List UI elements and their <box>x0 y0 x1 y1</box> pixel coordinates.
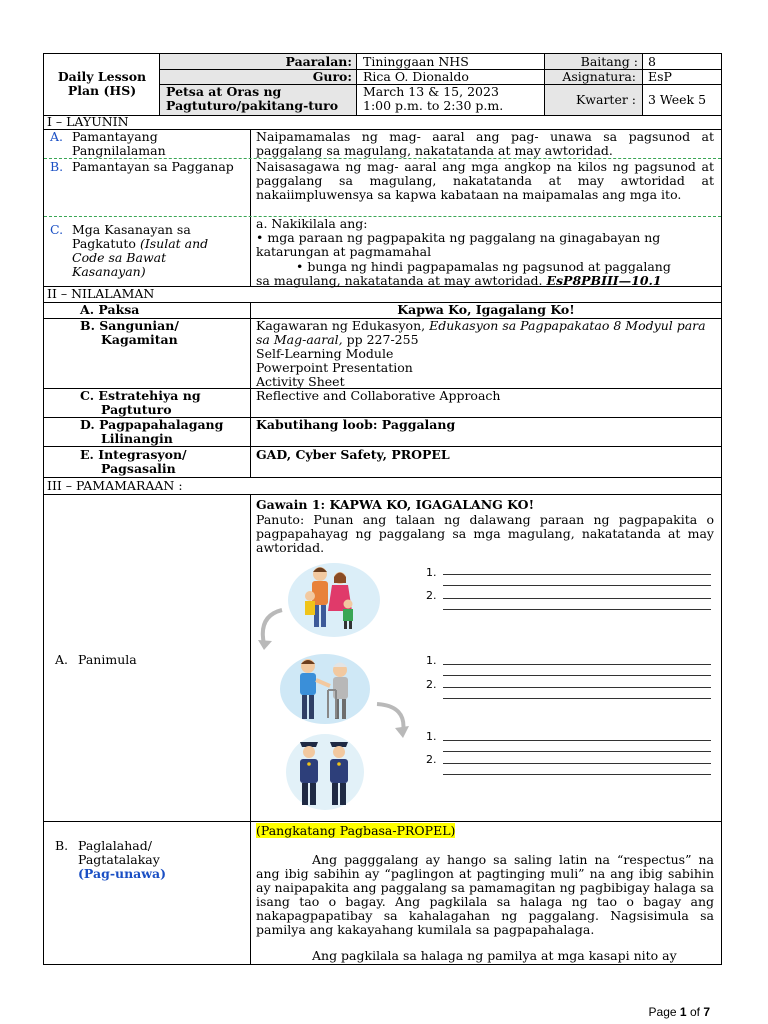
pamamaraan-heading: III – PAMAMARAAN : <box>47 478 183 493</box>
integrasyon-label-2: Pagsasalin <box>101 461 176 476</box>
integrasyon-label-1: E. Integrasyon/ <box>80 447 187 462</box>
baitang-label: Baitang : <box>580 54 638 69</box>
layunin-c-label-italic: (Isulat and Code sa Bawat Kasanayan) <box>72 236 209 279</box>
propel-tag-text: (Pangkatang Pagbasa-PROPEL) <box>256 823 456 838</box>
of-word: of <box>689 1005 700 1019</box>
answer-line[interactable] <box>443 774 711 775</box>
answer-line[interactable] <box>443 698 711 699</box>
sanggunian-text <box>256 319 714 347</box>
answer-number-2: 2. <box>426 589 437 602</box>
asignatura-label: Asignatura: <box>562 69 636 84</box>
page-word: Page <box>648 1005 677 1019</box>
police-officers-illustration <box>284 732 366 812</box>
propel-tag <box>256 824 455 838</box>
layunin-b-label: Pamantayan sa Pagganap <box>72 159 234 174</box>
answer-number-1: 1. <box>426 566 437 579</box>
layunin-a-label: Pamantayang Pangnilalaman <box>72 129 166 158</box>
nilalaman-heading: II – NILALAMAN <box>47 286 155 301</box>
answer-line[interactable] <box>443 585 711 586</box>
answer-number-2: 2. <box>426 678 437 691</box>
layunin-c-letter: C. <box>50 222 64 237</box>
caregiver-elder-illustration <box>278 652 372 726</box>
dlp-title: Daily Lesson Plan (HS) <box>57 69 147 98</box>
panuto-text: Panuto: Punan ang talaan ng dalawang paraan ng pagpapakita o pagpapahayag ng paggalang sa mga magulang, nakatatanda at may awtoridad. <box>256 512 714 555</box>
answer-number-2: 2. <box>426 753 437 766</box>
answer-line[interactable] <box>443 740 711 741</box>
layunin-a-letter: A. <box>50 129 64 144</box>
layunin-c-label: Mga Kasanayan sa Pagkatuto <box>72 222 191 251</box>
layunin-c-bullet2-line2-wrap <box>256 274 662 288</box>
sanggunian-text-a: Kagawaran ng Edukasyon, <box>256 318 426 333</box>
answer-line[interactable] <box>443 763 711 764</box>
layunin-c-bullet1: • mga paraan ng pagpapakita ng paggalang na ginagabayan ng katarungan at pagmamahal <box>256 230 661 259</box>
pagpapahalaga-value: Kabutihang loob: Paggalang <box>256 417 456 432</box>
sanggunian-item2: Self-Learning Module <box>256 346 394 361</box>
layunin-b-text: Naisasagawa ng mag- aaral ang mga angkop na kilos ng pagsunod at paggalang sa magulang, nakatatanda at may awtoridad at nakaiimpluwensya sa kapwa kabataan na maipamalas ang mga ito. <box>256 159 714 202</box>
estratehiya-label-2: Pagtuturo <box>101 402 172 417</box>
panimula-label: Panimula <box>78 652 137 667</box>
petsa-line1: March 13 & 15, 2023 <box>363 84 499 99</box>
paksa-value: Kapwa Ko, Igagalang Ko! <box>397 302 575 317</box>
curved-arrow-icon <box>256 608 290 654</box>
sanggunian-item3: Powerpoint Presentation <box>256 360 413 375</box>
layunin-b-letter: B. <box>50 159 64 174</box>
paaralan-label: Paaralan: <box>285 54 352 69</box>
sanggunian-label-1: B. Sangunian/ <box>80 318 179 333</box>
layunin-a-text: Naipamamalas ng mag- aaral ang pag- unawa sa pagsunod at paggalang sa magulang, nakatatanda at may awtoridad. <box>256 129 714 158</box>
curved-arrow-icon <box>373 700 413 740</box>
layunin-c-block <box>72 223 242 279</box>
paglalahad-label-1: Paglalahad/ <box>78 838 152 853</box>
answer-line[interactable] <box>443 751 711 752</box>
asignatura-value: EsP <box>648 69 672 84</box>
sanggunian-label-2: Kagamitan <box>101 332 178 347</box>
pag-unawa-label: (Pag-unawa) <box>78 866 167 881</box>
sanggunian-text-italic: Edukasyon sa Pagpapakatao 8 Modyul para sa Mag-aaral, <box>256 318 706 347</box>
page-number: 1 <box>679 1005 687 1019</box>
paksa-label: A. Paksa <box>80 302 140 317</box>
reading-paragraph-2: Ang pagkilala sa halaga ng pamilya at mga kasapi nito ay <box>312 949 677 963</box>
answer-line[interactable] <box>443 664 711 665</box>
sanggunian-text-pages: pp 227-255 <box>346 332 419 347</box>
guro-value: Rica O. Dionaldo <box>363 69 469 84</box>
family-illustration <box>286 560 382 638</box>
page-total: 7 <box>703 1005 710 1019</box>
layunin-heading: I – LAYUNIN <box>47 114 129 129</box>
answer-line[interactable] <box>443 598 711 599</box>
baitang-value: 8 <box>648 54 656 69</box>
layunin-c-bullet2-line1: • bunga ng hindi pagpapamalas ng pagsunod at paggalang <box>296 259 671 274</box>
answer-line[interactable] <box>443 675 711 676</box>
gawain-title: Gawain 1: KAPWA KO, IGAGALANG KO! <box>256 497 535 512</box>
answer-number-1: 1. <box>426 730 437 743</box>
estratehiya-label-1: C. Estratehiya ng <box>80 388 201 403</box>
layunin-c-bullet2-line2: sa magulang, nakatatanda at may awtoridad. <box>256 273 543 288</box>
integrasyon-value: GAD, Cyber Safety, PROPEL <box>256 447 450 462</box>
answer-number-1: 1. <box>426 654 437 667</box>
answer-line[interactable] <box>443 609 711 610</box>
guro-label: Guro: <box>312 69 352 84</box>
panimula-letter: A. <box>55 652 69 667</box>
sanggunian-item4: Activity Sheet <box>256 374 345 389</box>
layunin-c-code: EsP8PBIII—10.1 <box>546 273 662 288</box>
pagpapahalaga-label-2: Lilinangin <box>101 431 173 446</box>
kwarter-value: 3 Week 5 <box>648 92 707 107</box>
reading-paragraph-1: Ang pagggalang ay hango sa saling latin na “respectus” na ang ibig sabihin ay “paglingon at pagtinging muli” na ang ibig sabihin ay naipapakita ang paggalang sa pamamagitan ng pagbibigay halaga sa isang tao o bagay. Ang pagkilala sa halaga ng tao o bagay ang nakapagpapatibay sa kahalagahan ng paggalang. Nagsisimula sa pamilya ang kakayahang kumilala sa pagpapahalaga. <box>256 852 714 937</box>
paglalahad-label-2: Pagtatalakay <box>78 852 160 867</box>
petsa-label: Petsa at Oras ng Pagtuturo/pakitang-turo <box>166 84 339 113</box>
answer-line[interactable] <box>443 574 711 575</box>
answer-line[interactable] <box>443 687 711 688</box>
paaralan-value: Tininggaan NHS <box>363 54 469 69</box>
layunin-c-intro: a. Nakikilala ang: <box>256 216 368 231</box>
paglalahad-letter: B. <box>55 838 69 853</box>
page-footer <box>600 1005 710 1019</box>
petsa-line2: 1:00 p.m. to 2:30 p.m. <box>363 98 504 113</box>
pagpapahalaga-label-1: D. Pagpapahalagang <box>80 417 224 432</box>
kwarter-label: Kwarter : <box>575 92 636 107</box>
estratehiya-value: Reflective and Collaborative Approach <box>256 388 501 403</box>
